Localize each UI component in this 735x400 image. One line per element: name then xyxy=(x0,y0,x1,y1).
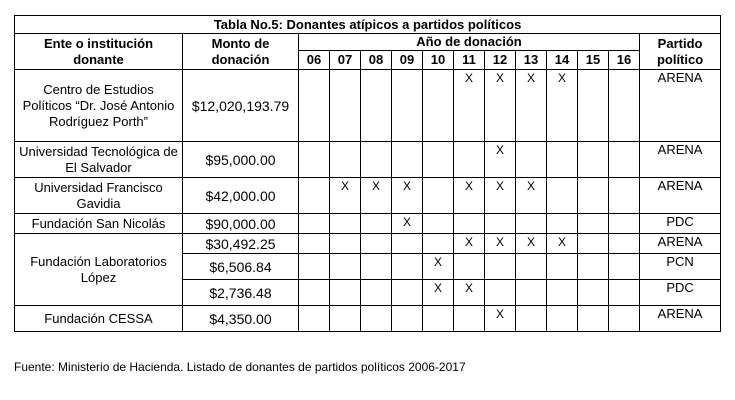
cell-partido: ARENA xyxy=(640,306,721,332)
cell-year-15 xyxy=(578,70,609,142)
cell-year-15 xyxy=(578,306,609,332)
year-header: 15 xyxy=(578,51,609,70)
cell-year-12 xyxy=(485,280,516,306)
cell-year-13: X xyxy=(516,234,547,254)
cell-year-14 xyxy=(547,306,578,332)
year-header: 10 xyxy=(423,51,454,70)
cell-year-09 xyxy=(392,70,423,142)
cell-partido: ARENA xyxy=(640,178,721,214)
cell-year-10: X xyxy=(423,254,454,280)
year-header: 09 xyxy=(392,51,423,70)
cell-year-11 xyxy=(454,306,485,332)
cell-year-12: X xyxy=(485,142,516,178)
cell-partido: ARENA xyxy=(640,234,721,254)
cell-year-13: X xyxy=(516,178,547,214)
cell-year-12: X xyxy=(485,178,516,214)
table-row xyxy=(15,306,721,332)
cell-year-08 xyxy=(361,70,392,142)
cell-monto: $12,020,193.79 xyxy=(183,70,299,142)
cell-partido: PDC xyxy=(640,214,721,234)
cell-year-09 xyxy=(392,142,423,178)
cell-year-09 xyxy=(392,280,423,306)
cell-year-16 xyxy=(609,70,640,142)
table-row xyxy=(15,70,721,142)
cell-year-14 xyxy=(547,214,578,234)
table-row xyxy=(15,214,721,234)
cell-year-10: X xyxy=(423,280,454,306)
cell-year-12 xyxy=(485,254,516,280)
year-header: 08 xyxy=(361,51,392,70)
cell-ente: Universidad Tecnológica de El Salvador xyxy=(15,142,183,178)
cell-year-12: X xyxy=(485,70,516,142)
cell-year-07 xyxy=(330,254,361,280)
cell-year-14 xyxy=(547,280,578,306)
cell-ente: Centro de Estudios Políticos “Dr. José Antonio Rodríguez Porth” xyxy=(15,70,183,142)
cell-year-16 xyxy=(609,178,640,214)
cell-year-12: X xyxy=(485,234,516,254)
cell-year-08 xyxy=(361,280,392,306)
header-monto: Monto de donación xyxy=(183,34,299,70)
cell-year-11: X xyxy=(454,178,485,214)
cell-partido: PDC xyxy=(640,280,721,306)
cell-year-15 xyxy=(578,142,609,178)
cell-year-14: X xyxy=(547,70,578,142)
cell-monto: $42,000.00 xyxy=(183,178,299,214)
table-row xyxy=(15,142,721,178)
cell-year-15 xyxy=(578,280,609,306)
cell-year-14: X xyxy=(547,234,578,254)
header-anio: Año de donación xyxy=(299,34,640,51)
table-row xyxy=(15,234,721,254)
cell-year-11 xyxy=(454,214,485,234)
year-header: 12 xyxy=(485,51,516,70)
header-ente: Ente o institución donante xyxy=(15,34,183,70)
cell-year-07 xyxy=(330,280,361,306)
donors-table xyxy=(14,15,721,332)
cell-year-13 xyxy=(516,214,547,234)
cell-year-13 xyxy=(516,254,547,280)
cell-monto: $95,000.00 xyxy=(183,142,299,178)
cell-monto: $30,492.25 xyxy=(183,234,299,254)
cell-year-07 xyxy=(330,70,361,142)
cell-year-15 xyxy=(578,214,609,234)
cell-year-15 xyxy=(578,178,609,214)
cell-year-16 xyxy=(609,214,640,234)
cell-year-11: X xyxy=(454,234,485,254)
year-header: 14 xyxy=(547,51,578,70)
header-partido: Partido político xyxy=(640,34,721,70)
cell-year-14 xyxy=(547,142,578,178)
cell-year-12 xyxy=(485,214,516,234)
cell-year-08: X xyxy=(361,178,392,214)
year-header: 16 xyxy=(609,51,640,70)
cell-year-14 xyxy=(547,178,578,214)
cell-year-11 xyxy=(454,254,485,280)
cell-year-06 xyxy=(299,234,330,254)
cell-monto: $2,736.48 xyxy=(183,280,299,306)
cell-year-08 xyxy=(361,306,392,332)
cell-year-16 xyxy=(609,234,640,254)
cell-monto: $6,506.84 xyxy=(183,254,299,280)
cell-year-07 xyxy=(330,142,361,178)
cell-year-13 xyxy=(516,142,547,178)
cell-year-10 xyxy=(423,142,454,178)
year-header: 13 xyxy=(516,51,547,70)
cell-year-16 xyxy=(609,142,640,178)
cell-partido: PCN xyxy=(640,254,721,280)
cell-year-15 xyxy=(578,254,609,280)
cell-ente: Universidad Francisco Gavidia xyxy=(15,178,183,214)
cell-year-09 xyxy=(392,234,423,254)
cell-year-10 xyxy=(423,178,454,214)
cell-year-06 xyxy=(299,70,330,142)
cell-year-07 xyxy=(330,214,361,234)
year-header: 11 xyxy=(454,51,485,70)
cell-ente: Fundación CESSA xyxy=(15,306,183,332)
cell-year-13 xyxy=(516,306,547,332)
cell-year-08 xyxy=(361,234,392,254)
cell-year-06 xyxy=(299,306,330,332)
cell-year-06 xyxy=(299,178,330,214)
cell-year-09 xyxy=(392,306,423,332)
cell-year-10 xyxy=(423,234,454,254)
cell-year-09: X xyxy=(392,178,423,214)
cell-year-13: X xyxy=(516,70,547,142)
cell-year-06 xyxy=(299,142,330,178)
year-header: 06 xyxy=(299,51,330,70)
cell-year-11: X xyxy=(454,280,485,306)
cell-year-10 xyxy=(423,70,454,142)
cell-year-08 xyxy=(361,142,392,178)
source-note: Fuente: Ministerio de Hacienda. Listado de donantes de partidos políticos 2006-2017 xyxy=(14,360,466,374)
cell-year-06 xyxy=(299,254,330,280)
cell-year-07: X xyxy=(330,178,361,214)
cell-year-10 xyxy=(423,214,454,234)
cell-year-07 xyxy=(330,234,361,254)
table-row xyxy=(15,178,721,214)
cell-year-06 xyxy=(299,280,330,306)
cell-ente: Fundación Laboratorios López xyxy=(15,234,183,306)
cell-monto: $4,350.00 xyxy=(183,306,299,332)
cell-year-06 xyxy=(299,214,330,234)
cell-year-09: X xyxy=(392,214,423,234)
cell-year-11: X xyxy=(454,70,485,142)
cell-year-11 xyxy=(454,142,485,178)
cell-year-07 xyxy=(330,306,361,332)
table-title: Tabla No.5: Donantes atípicos a partidos políticos xyxy=(15,16,721,34)
cell-partido: ARENA xyxy=(640,70,721,142)
cell-year-13 xyxy=(516,280,547,306)
cell-monto: $90,000.00 xyxy=(183,214,299,234)
cell-year-12: X xyxy=(485,306,516,332)
year-header: 07 xyxy=(330,51,361,70)
cell-year-15 xyxy=(578,234,609,254)
cell-year-10 xyxy=(423,306,454,332)
cell-partido: ARENA xyxy=(640,142,721,178)
cell-year-16 xyxy=(609,254,640,280)
cell-year-14 xyxy=(547,254,578,280)
cell-year-16 xyxy=(609,280,640,306)
cell-year-16 xyxy=(609,306,640,332)
cell-year-08 xyxy=(361,254,392,280)
cell-year-09 xyxy=(392,254,423,280)
cell-year-08 xyxy=(361,214,392,234)
cell-ente: Fundación San Nicolás xyxy=(15,214,183,234)
